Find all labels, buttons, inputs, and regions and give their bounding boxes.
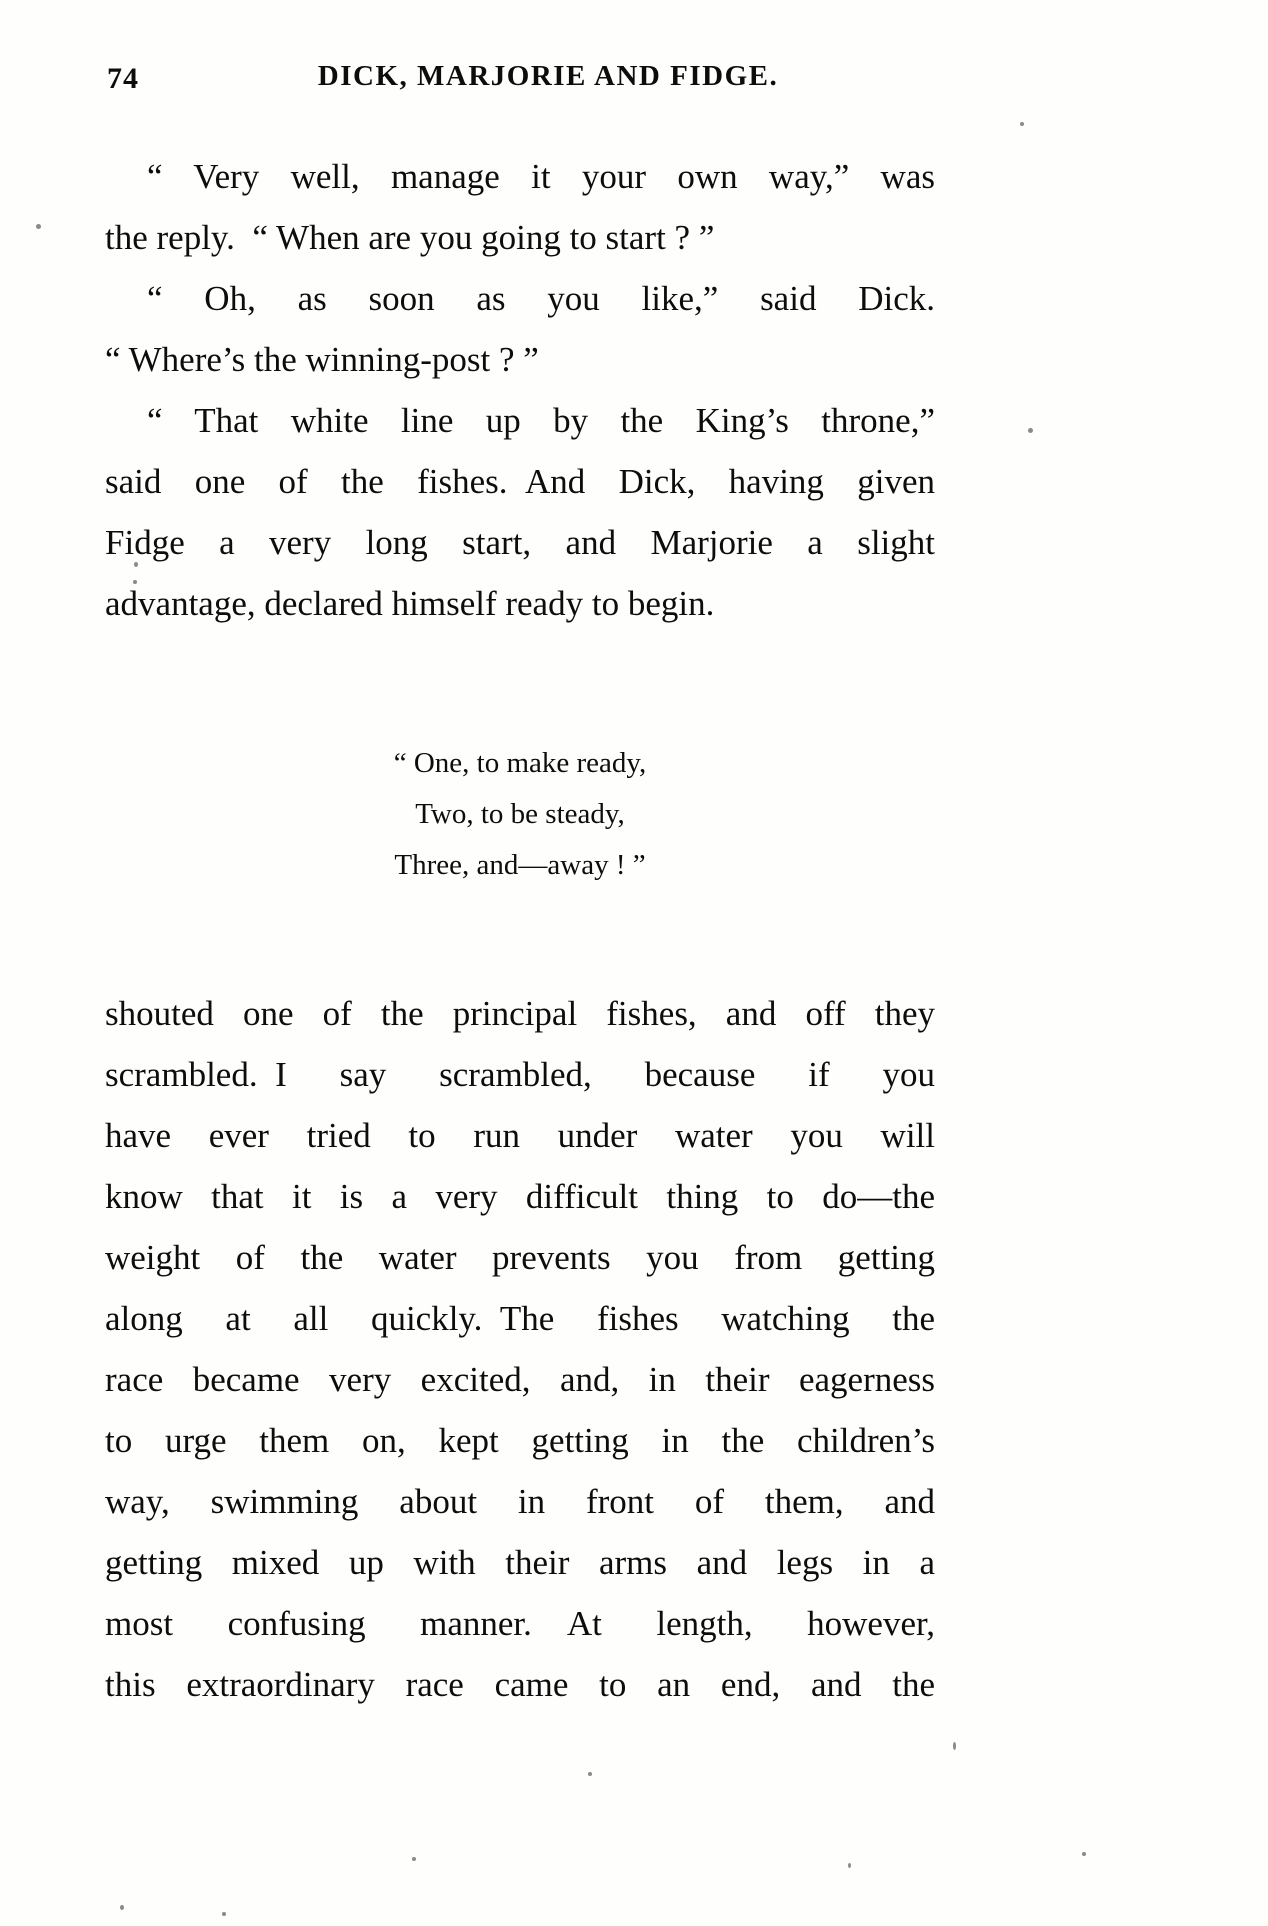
scan-speck [222,1912,226,1916]
text-line: race became very excited, and, in their eagerness [105,1360,935,1399]
text-content [105,146,935,1715]
text-line: scrambled. I say scrambled, because if you [105,1055,935,1094]
running-head [105,60,935,106]
scan-speck [120,1905,124,1910]
scan-speck [1082,1852,1086,1856]
paragraph [105,390,935,634]
verse-block [105,738,935,891]
paragraph [105,146,935,268]
scan-speck [953,1742,956,1750]
scan-speck [848,1863,851,1868]
text-line: the reply. “ When are you going to start ? ” [105,218,715,257]
text-line: to urge them on, kept getting in the children’s [105,1421,935,1460]
text-line: “ Oh, as soon as you like,” said Dick. [147,279,935,318]
scan-speck [1020,122,1024,126]
verse-line: Three, and—away ! ” [394,849,646,881]
text-line: know that it is a very difficult thing to do—the [105,1177,935,1216]
text-line: along at all quickly. The fishes watching the [105,1299,935,1338]
text-line: said one of the fishes. And Dick, having given [105,462,935,501]
text-line: this extraordinary race came to an end, and the [105,1665,935,1704]
scan-speck [1028,428,1033,433]
text-line: weight of the water prevents you from getting [105,1238,935,1277]
text-line: “ Where’s the winning-post ? ” [105,340,539,379]
text-line: most confusing manner. At length, however, [105,1604,935,1643]
text-line: way, swimming about in front of them, and [105,1482,935,1521]
running-title: DICK, MARJORIE AND FIDGE. [317,60,779,92]
text-line: “ Very well, manage it your own way,” was [147,157,935,196]
scan-speck [412,1857,416,1861]
text-line: advantage, declared himself ready to begin. [105,584,715,623]
scan-speck [588,1772,592,1776]
text-line: shouted one of the principal fishes, and off they [105,994,935,1033]
verse-line: Two, to be steady, [415,798,625,830]
text-line: “ That white line up by the King’s throne,” [147,401,935,440]
scan-speck [134,562,138,567]
page-number: 74 [107,62,139,95]
paragraph [105,983,935,1715]
paragraph [105,268,935,390]
text-line: getting mixed up with their arms and legs in a [105,1543,935,1582]
verse-line: “ One, to make ready, [393,747,647,779]
scan-speck [133,580,137,584]
text-line: have ever tried to run under water you will [105,1116,935,1155]
text-line: Fidge a very long start, and Marjorie a slight [105,523,935,562]
scan-speck [36,224,41,229]
